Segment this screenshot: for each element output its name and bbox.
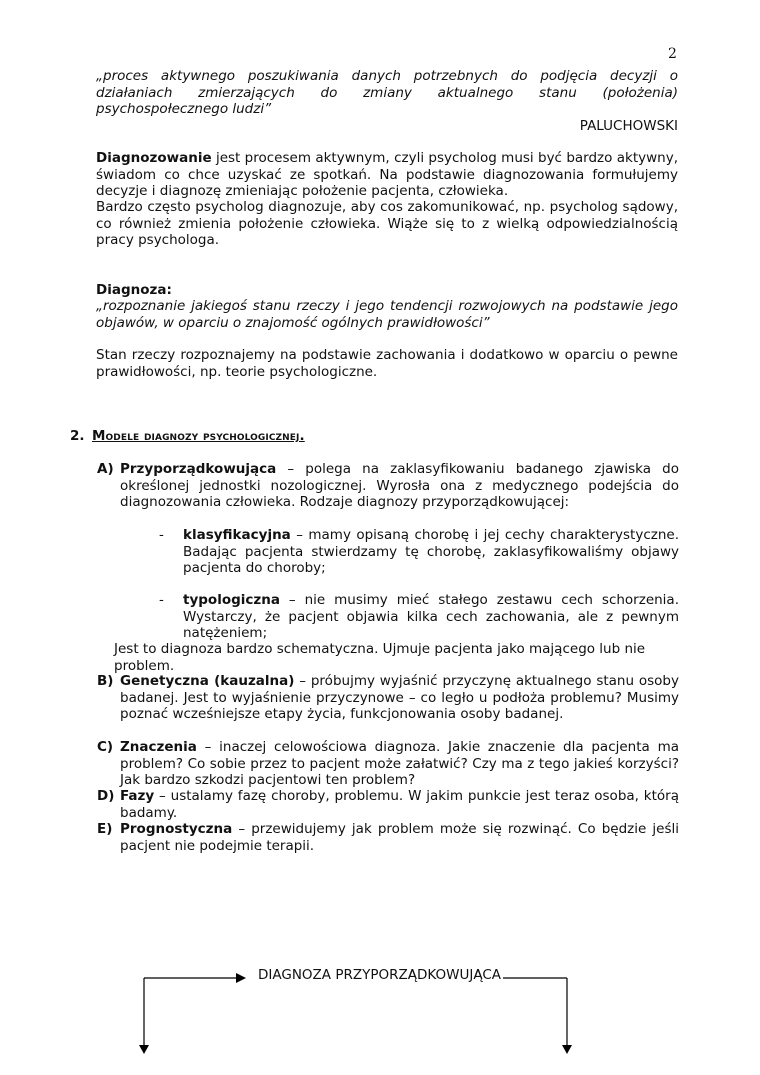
model-b-term: Genetyczna (kauzalna) <box>120 673 295 689</box>
model-d-letter: D) <box>97 788 115 804</box>
model-d-text: – ustalamy fazę choroby, problemu. W jakim punkcie jest teraz osoba, którą badamy. <box>120 788 679 821</box>
sub-typologiczna-text: – nie musimy mieć stałego zestawu cech schorzenia. Wystarczy, że pacjent objawia kilka cech zachowania, ale z pewnym natężeniem; <box>183 592 679 641</box>
diagram-label: DIAGNOZA PRZYPORZĄDKOWUJĄCA <box>258 967 501 983</box>
section-title: Modele diagnozy psychologicznej. <box>92 428 305 444</box>
diagram-arrowhead-down-left <box>139 1045 149 1054</box>
diagnozowanie-term: Diagnozowanie <box>96 150 212 166</box>
model-a-term: Przyporządkowująca <box>120 461 277 477</box>
model-c-letter: C) <box>97 739 114 755</box>
sub-klasyfikacyjna-text: – mamy opisaną chorobę i jej cechy charakterystyczne. Badając pacjenta stwierdzamy tę chorobę, zaklasyfikowaliśmy objawy pacjenta do choroby; <box>183 527 679 576</box>
quote-author: PALUCHOWSKI <box>579 118 678 134</box>
diagram-arrowhead-down-right <box>562 1045 572 1054</box>
diagnoza-paragraph: Stan rzeczy rozpoznajemy na podstawie zachowania i dodatkowo w oparciu o pewne prawidłowości, np. teorie psychologiczne. <box>96 347 678 380</box>
list-dash: - <box>159 527 164 543</box>
model-a-letter: A) <box>97 461 114 477</box>
diagram-arrowhead-right <box>236 973 246 983</box>
model-a-note: Jest to diagnoza bardzo schematyczna. Ujmuje pacjenta jako mającego lub nie problem. <box>114 641 646 674</box>
page-number: 2 <box>668 46 677 62</box>
sub-klasyfikacyjna-term: klasyfikacyjna <box>183 527 291 543</box>
model-e-letter: E) <box>97 821 113 837</box>
diagnoza-term-label: Diagnoza: <box>96 282 172 298</box>
section-number: 2. <box>70 428 85 444</box>
model-e-term: Prognostyczna <box>120 821 233 837</box>
model-c-term: Znaczenia <box>120 739 197 755</box>
model-e-text: – przewidujemy jak problem może się rozwinąć. Co będzie jeśli pacjent nie podejmie terapii. <box>120 821 679 854</box>
model-a-text: – polega na zaklasyfikowaniu badanego zjawiska do określonej jednostki nozologicznej. Wyrosła ona z medycznego podejścia do diagnozowania człowieka. Rodzaje diagnozy przyporządkowującej: <box>120 461 679 510</box>
list-dash: - <box>159 592 164 608</box>
paluchowski-quote: „proces aktywnego poszukiwania danych potrzebnych do podjęcia decyzji o działaniach zmierzających do zmiany aktualnego stanu (położenia) psychospołecznego ludzi” <box>96 68 678 117</box>
diagnozowanie-paragraph-2: Bardzo często psycholog diagnozuje, aby cos zakomunikować, np. psycholog sądowy, co również zmienia położenie człowieka. Wiąże się to z wielką odpowiedzialnością pracy psychologa. <box>96 199 678 248</box>
model-b-text: – próbujmy wyjaśnić przyczynę aktualnego stanu osoby badanej. Jest to wyjaśnienie przyczynowe – co legło u podłoża problemu? Musimy poznać wcześniejsze etapy życia, funkcjonowania osoby badanej. <box>120 673 679 722</box>
diagnoza-definition: „rozpoznanie jakiegoś stanu rzeczy i jego tendencji rozwojowych na podstawie jego objawów, w oparciu o znajomość ogólnych prawidłowości” <box>96 298 678 331</box>
model-c-text: – inaczej celowościowa diagnoza. Jakie znaczenie dla pacjenta ma problem? Co sobie przez to pacjent może załatwić? Czy ma z tego jakieś korzyści? Jak bardzo szkodzi pacjentowi ten problem? <box>120 739 679 788</box>
diagnozowanie-text: jest procesem aktywnym, czyli psycholog musi być bardzo aktywny, świadom co chce uzyskać ze spotkań. Na podstawie diagnozowania formułujemy decyzje i diagnozę zmieniając położenie pacjenta, człowieka. <box>96 150 678 199</box>
sub-typologiczna-term: typologiczna <box>183 592 280 608</box>
model-b-letter: B) <box>97 673 114 689</box>
model-d-term: Fazy <box>120 788 155 804</box>
